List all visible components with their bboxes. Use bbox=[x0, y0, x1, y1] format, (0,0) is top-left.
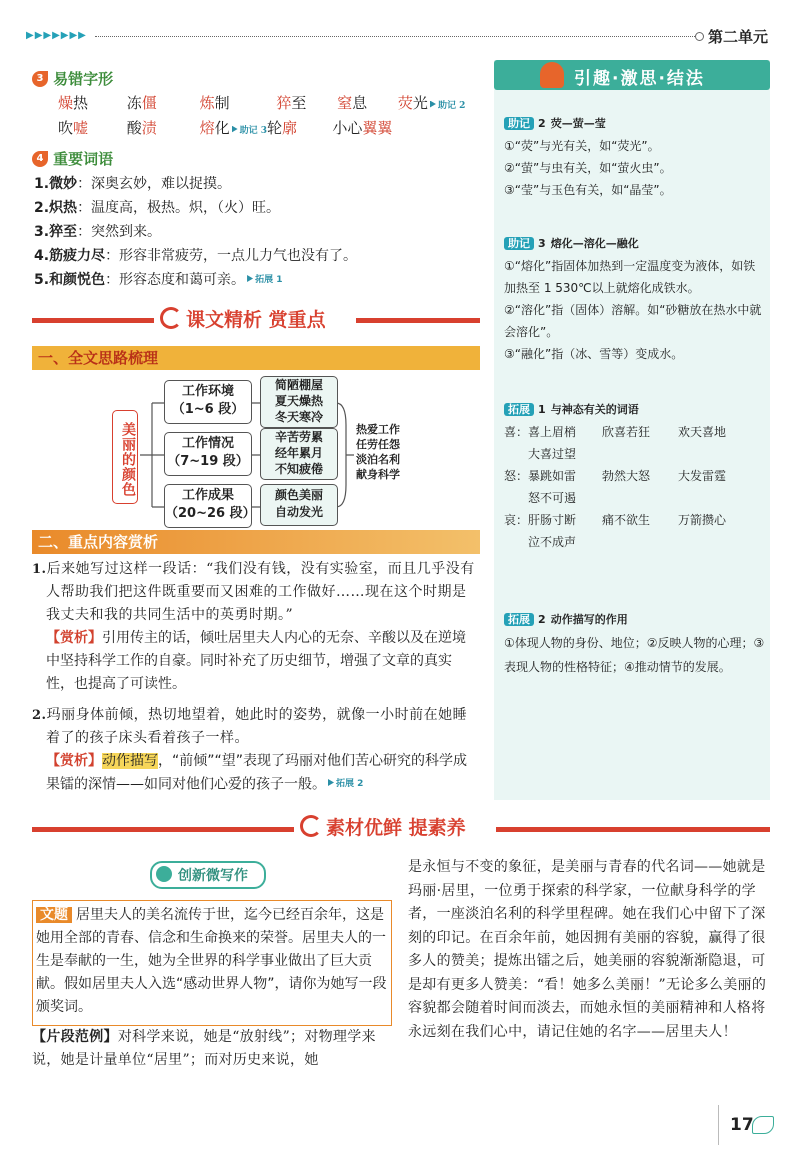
vocab-item: 4.筋疲力尽：形容非常疲劳，一点儿力气也没有了。 bbox=[34, 248, 358, 264]
tag-tuozhan-2[interactable]: 拓展 2 bbox=[328, 773, 363, 796]
reading-girl-icon bbox=[540, 62, 564, 88]
wrong-chars-row-1: 燥热 冻僵 炼制 猝至 窒息 荧光 助记 2 bbox=[58, 94, 466, 112]
vocab-item: 2.炽热：温度高，极热。炽，（火）旺。 bbox=[34, 200, 281, 216]
mindmap-details-3: 颜色美丽 自动发光 bbox=[260, 484, 338, 526]
note-tuozhan-1: 拓展 1 与神态有关的词语 喜：喜上眉梢 欣喜若狂 欢天喜地 大喜过望 怒：暴跳如雷 勃然大怒 大发雷霆 怒不可遏 哀：肝肠寸断 痛不欲生 万箭攒心 泣不成声 bbox=[504, 403, 727, 549]
analysis-2: 2.玛丽身体前倾，热切地望着，她此时的姿势，就像一小时前在她睡着了的孩子床头看着孩子一样。 【赏析】动作描写，“前倾”“望”表现了玛丽对他们苦心研究的科学成果镭的深情——如同对他们心爱的孩子一般。 拓展 2 bbox=[32, 704, 478, 797]
mindmap-node-1: 工作环境 （1~6 段） bbox=[164, 380, 252, 424]
sample-right: 是永恒与不变的象征，是美丽与青春的代名词——她就是玛丽·居里，一位勇于探索的科学家，一位献身科学的学者，一座淡泊名利的科学里程碑。她在我们心中留下了深刻的印记。在百余年前，她因拥有美丽的容貌，赢得了很多人的赞美；提炼出镭之后，她美丽的容貌渐渐隐退，可是却有更多人赞美：“看！她多么美丽！”无论多么美丽的容貌都会随着时间而淡去，而她永恒的美丽精神和人格将永远刻在我们心中，请记住她的名字——居里夫人！ bbox=[408, 859, 767, 1040]
banner2-swirl-icon bbox=[300, 815, 322, 837]
right-banner-title: 引趣·激思·结法 bbox=[574, 69, 705, 89]
banner1-line-left bbox=[32, 318, 154, 323]
vocab-item: 3.猝至：突然到来。 bbox=[34, 224, 162, 240]
topic-label: 文题 bbox=[36, 907, 72, 923]
highlight-mark: 动作描写 bbox=[102, 753, 158, 769]
vocab-item: 5.和颜悦色：形容态度和蔼可亲。 拓展 1 bbox=[34, 268, 474, 292]
wrong-chars-row-2: 吹嘘 酸渍 熔化 助记 3轮廓 小心翼翼 bbox=[58, 119, 393, 137]
vocab-item: 1.微妙：深奥玄妙，难以捉摸。 bbox=[34, 176, 232, 192]
tag-tuozhan-1[interactable]: 拓展 1 bbox=[247, 268, 282, 292]
mindmap-node-2: 工作情况 （7~19 段） bbox=[164, 432, 252, 476]
header-dot bbox=[695, 32, 704, 41]
unit-title: 第二单元 bbox=[708, 28, 769, 46]
part2-heading: 二、重点内容赏析 bbox=[32, 530, 480, 554]
page-number: 17 bbox=[730, 1115, 754, 1135]
section-4-heading bbox=[32, 148, 113, 169]
mindmap-summary: 热爱工作 任劳任怨 淡泊名利 献身科学 bbox=[356, 423, 400, 481]
sample-left: 【片段范例】对科学来说，她是“放射线”；对物理学来说，她是计量单位“居里”；而对历史来说，她 bbox=[32, 1029, 376, 1068]
banner1-title: 课文精析 赏重点 bbox=[186, 309, 326, 331]
write-title-badge: 创新微写作 bbox=[150, 861, 266, 889]
banner1-line-right bbox=[356, 318, 480, 323]
leaf-number-icon: 4 bbox=[32, 151, 48, 167]
right-banner bbox=[494, 60, 770, 90]
tag-zhuji-2[interactable]: 助记 2 bbox=[430, 98, 465, 111]
banner1-swirl-icon bbox=[160, 307, 182, 329]
banner2-line-right bbox=[496, 827, 770, 832]
section-3-heading bbox=[32, 68, 113, 89]
topic-text: 文题 居里夫人的美名流传于世，迄今已经百余年，这是她用全部的青春、信念和生命换来的荣誉。居里夫人的一生是奉献的一生，她为全世界的科学事业做出了巨大贡献。假如居里夫人入选“感动世界人物”，请你为她写一段颁奖词。 bbox=[36, 907, 387, 1015]
header-arrows: ▶▶▶▶▶▶▶ bbox=[26, 30, 87, 41]
note-zhuji-2: 助记 2 荧—萤—莹 ①“荧”与光有关，如“荧光”。 ②“萤”与虫有关，如“萤火虫”。 ③“莹”与玉色有关，如“晶莹”。 bbox=[504, 117, 672, 197]
leaf-number-icon: 3 bbox=[32, 71, 48, 87]
note-tuozhan-2: 拓展 2 动作描写的作用 ①体现人物的身份、地位；②反映人物的心理；③表现人物的性格特征；④推动情节的发展。 bbox=[504, 613, 765, 674]
footer-divider bbox=[718, 1105, 719, 1145]
banner2-line-left bbox=[32, 827, 294, 832]
section-4-title: 重要词语 bbox=[53, 150, 114, 168]
mindmap-details-2: 辛苦劳累 经年累月 不知疲倦 bbox=[260, 428, 338, 480]
part1-heading: 一、全文思路梳理 bbox=[32, 346, 480, 370]
section-3-title: 易错字形 bbox=[53, 70, 114, 88]
pen-icon bbox=[156, 866, 172, 882]
note-zhuji-3: 助记 3 熔化—溶化—融化 ①“熔化”指固体加热到一定温度变为液体，如铁加热至 1 530℃以上就熔化成铁水。 ②“溶化”指（固体）溶解。如“砂糖放在热水中就会溶化”。 ③“融化”指（冰、雪等）变成水。 bbox=[504, 237, 762, 361]
mindmap-node-3: 工作成果 （20~26 段） bbox=[164, 484, 252, 528]
mindmap-details-1: 简陋棚屋 夏天燥热 冬天寒冷 bbox=[260, 376, 338, 428]
mindmap-root: 美丽的颜色 bbox=[112, 410, 138, 504]
header-line bbox=[95, 36, 695, 37]
banner2-title: 素材优鲜 提素养 bbox=[326, 817, 466, 839]
analysis-1: 1.后来她写过这样一段话：“我们没有钱，没有实验室，而且几乎没有人帮助我们把这件既重要而又困难的工作做好……现在这个时期是我丈夫和我的共同生活中的英勇时期。” 【赏析】引用传主的话，倾吐居里夫人内心的无奈、辛酸以及在逆境中坚持科学工作的自豪。同时补充了历史细节，增强了文章的真实性，也提高了可读性。 bbox=[32, 561, 475, 692]
page-leaf-icon bbox=[752, 1116, 774, 1134]
tag-zhuji-3[interactable]: 助记 3 bbox=[232, 123, 267, 136]
vocab-list bbox=[34, 172, 474, 292]
